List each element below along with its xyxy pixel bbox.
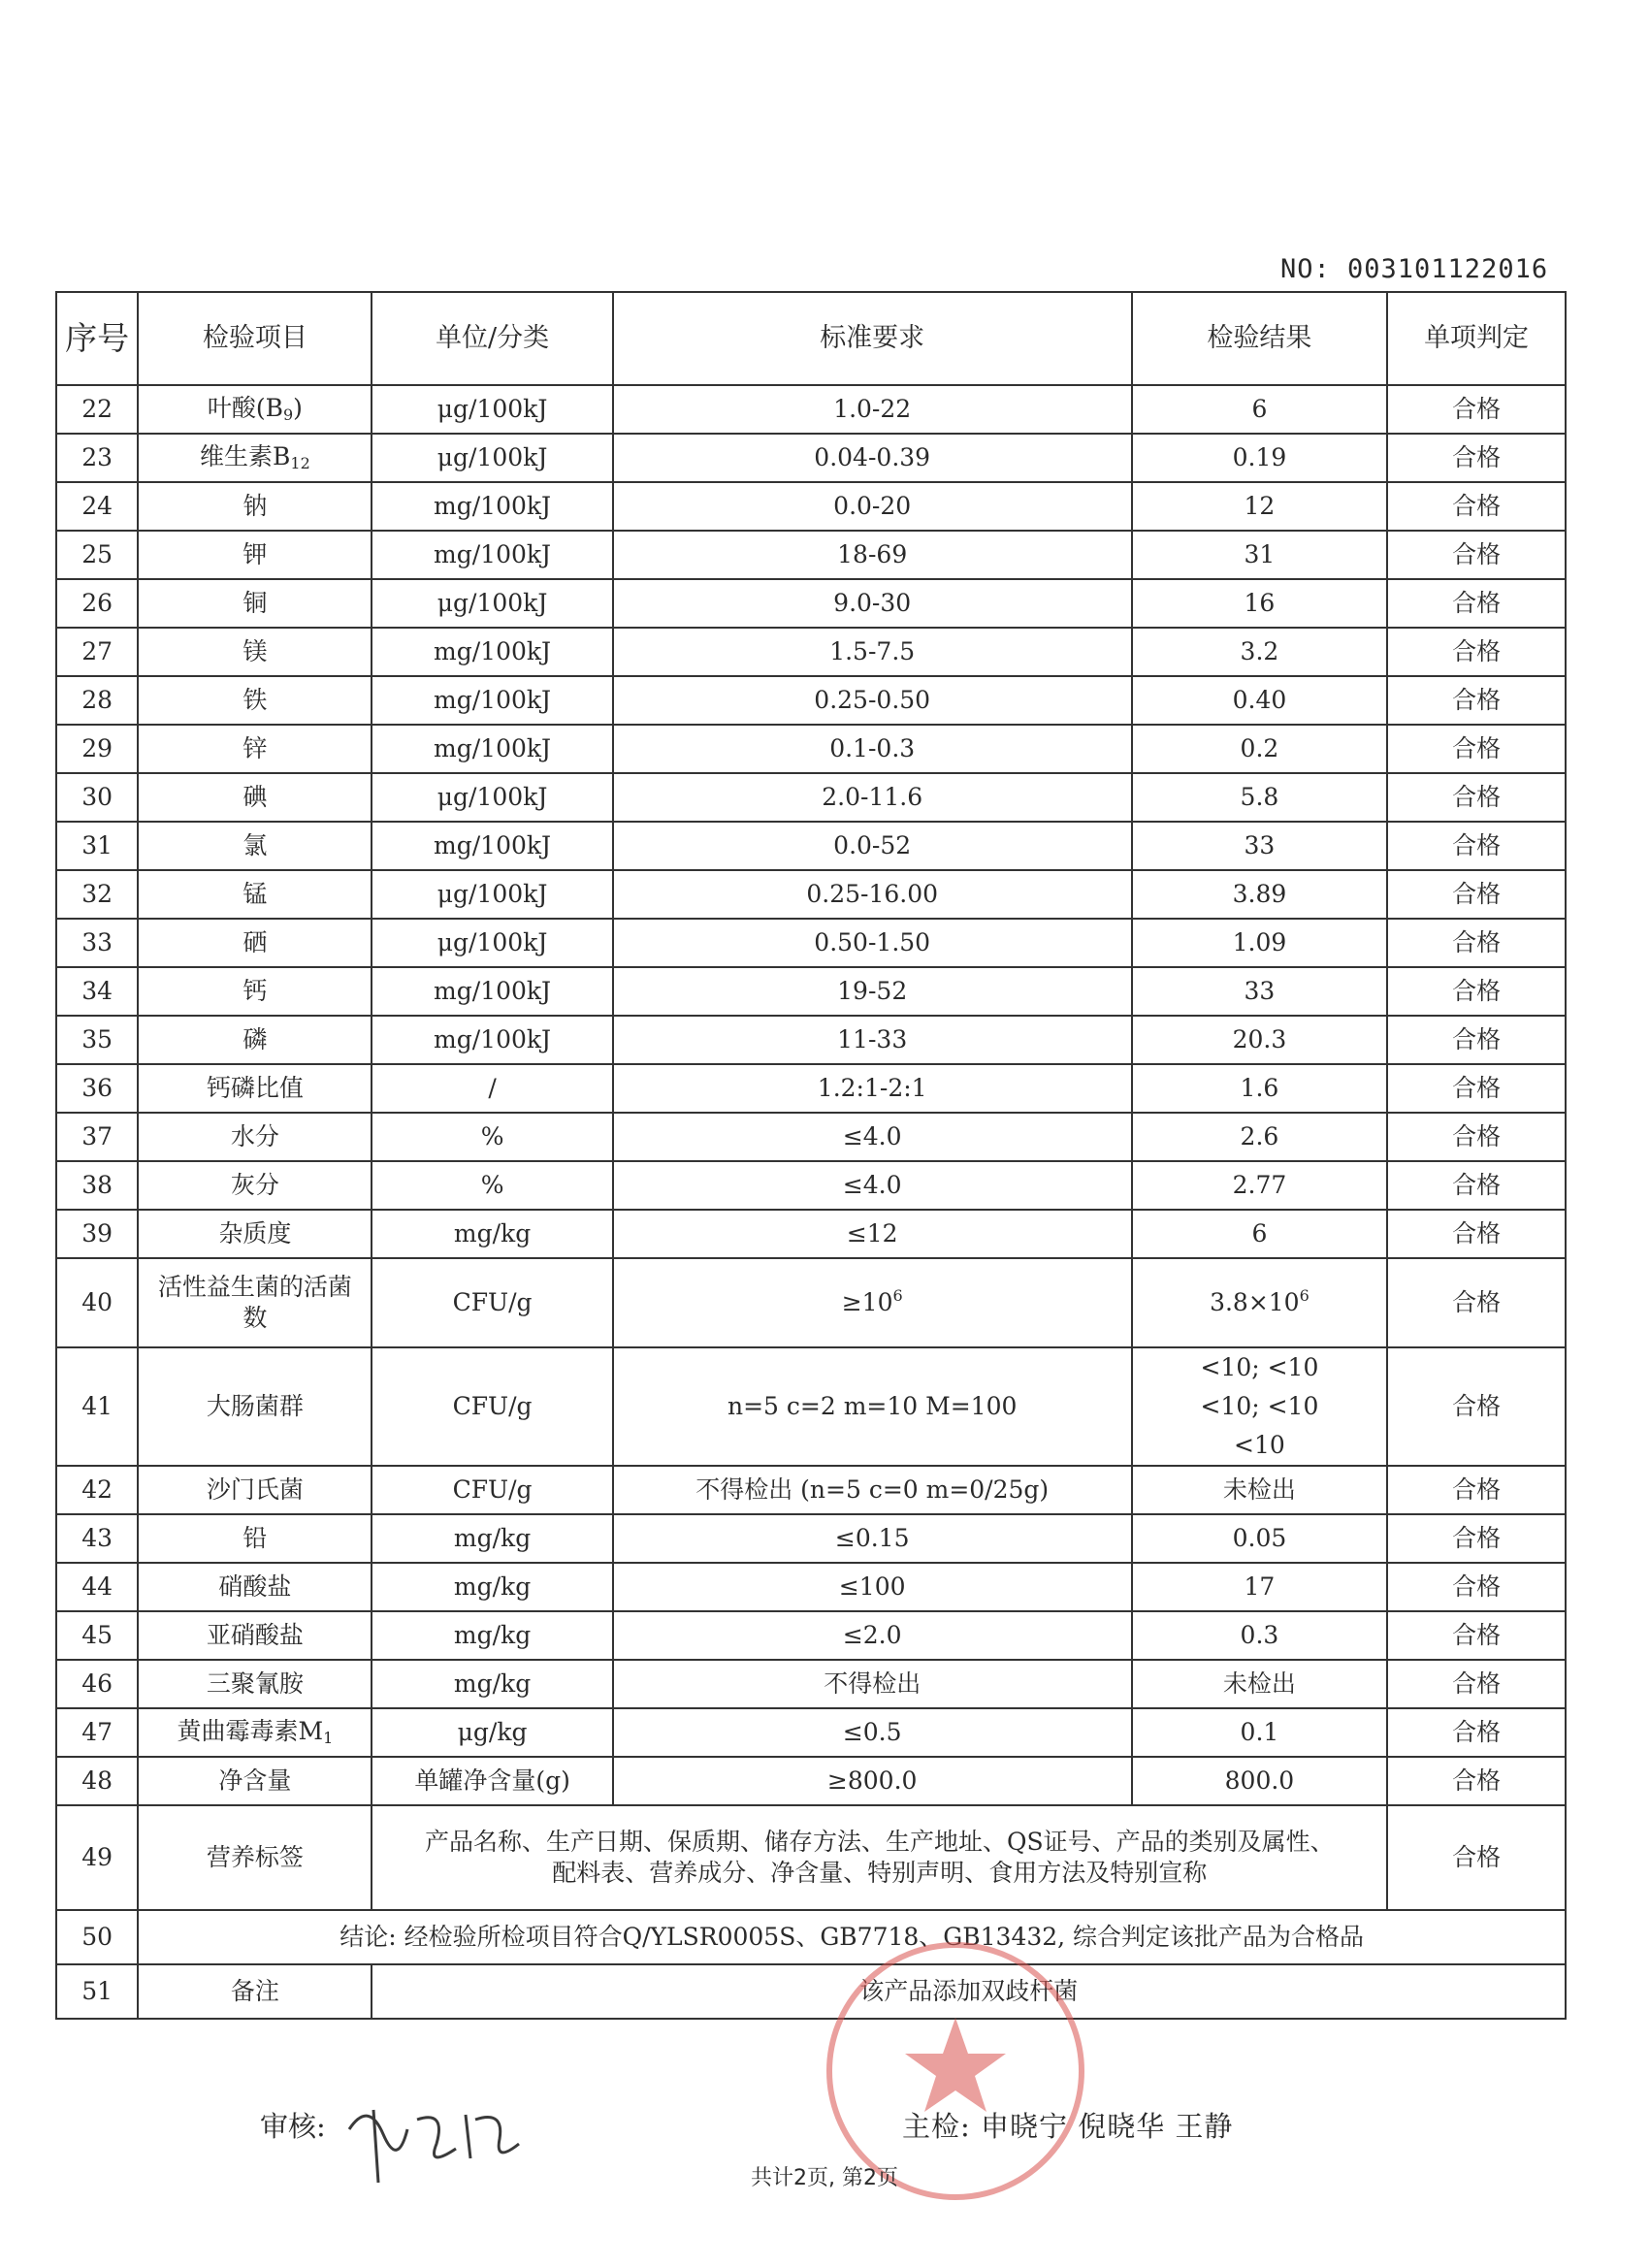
cell-unit: mg/100kJ [372,676,612,725]
cell-verdict: 合格 [1387,1660,1566,1708]
label-line: 配料表、营养成分、净含量、特别声明、食用方法及特别宣称 [552,1859,1208,1887]
cell-no: 25 [56,531,138,579]
cell-result: 0.19 [1132,434,1387,482]
cell-no: 29 [56,725,138,773]
cell-verdict: 合格 [1387,1258,1566,1347]
cell-no: 48 [56,1757,138,1805]
table-row [56,531,1566,579]
cell-verdict: 合格 [1387,870,1566,919]
table-row [56,1514,1566,1563]
cell-verdict: 合格 [1387,1466,1566,1514]
cell-verdict: 合格 [1387,482,1566,531]
cell-unit: % [372,1113,612,1161]
cell-unit: mg/100kJ [372,482,612,531]
cell-result: 12 [1132,482,1387,531]
cell-result: 5.8 [1132,773,1387,822]
cell-standard: ≤0.15 [613,1514,1132,1563]
page-indicator: 共计2页, 第2页 [751,2166,898,2190]
table-row [56,1064,1566,1113]
cell-verdict: 合格 [1387,822,1566,870]
cell-result: 3.2 [1132,628,1387,676]
cell-no: 35 [56,1016,138,1064]
cell-unit: mg/100kJ [372,822,612,870]
table-row [56,1466,1566,1514]
item-text: 叶酸(B [207,394,283,423]
cell-result [1132,1258,1387,1347]
cell-item: 锰 [138,870,372,919]
cell-no: 51 [56,1964,138,2019]
cell-unit: μg/100kJ [372,870,612,919]
cell-standard: 不得检出 [613,1660,1132,1708]
table-row [56,579,1566,628]
cell-unit: 单罐净含量(g) [372,1757,612,1805]
cell-standard: ≤2.0 [613,1611,1132,1660]
table-row [56,1660,1566,1708]
cell-standard: 18-69 [613,531,1132,579]
table-row [56,773,1566,822]
table-row [56,870,1566,919]
cell-no: 33 [56,919,138,967]
reviewer-label: 审核: [260,2110,326,2143]
cell-unit: mg/100kJ [372,967,612,1016]
table-row [56,1347,1566,1466]
cell-result: 20.3 [1132,1016,1387,1064]
item-subscript: 1 [323,1729,334,1748]
cell-verdict: 合格 [1387,531,1566,579]
cell-item: 硒 [138,919,372,967]
cell-no: 37 [56,1113,138,1161]
report-number: NO: 003101122016 [1280,254,1549,284]
cell-no: 44 [56,1563,138,1611]
header-verdict: 单项判定 [1387,292,1566,385]
cell-verdict: 合格 [1387,579,1566,628]
cell-no: 23 [56,434,138,482]
header-result: 检验结果 [1132,292,1387,385]
cell-item: 备注 [138,1964,372,2019]
cell-result: 未检出 [1132,1660,1387,1708]
table-row [56,628,1566,676]
cell-no: 36 [56,1064,138,1113]
cell-result: 0.3 [1132,1611,1387,1660]
cell-verdict: 合格 [1387,1611,1566,1660]
table-row [56,967,1566,1016]
cell-unit: μg/100kJ [372,434,612,482]
cell-no: 47 [56,1708,138,1757]
cell-standard: 不得检出 (n=5 c=0 m=0/25g) [613,1466,1132,1514]
cell-result: 800.0 [1132,1757,1387,1805]
table-row [56,1805,1566,1910]
cell-verdict: 合格 [1387,725,1566,773]
cell-item: 钙磷比值 [138,1064,372,1113]
cell-standard: 0.0-52 [613,822,1132,870]
cell-verdict: 合格 [1387,1016,1566,1064]
cell-result: 6 [1132,1210,1387,1258]
cell-unit: CFU/g [372,1466,612,1514]
item-text-after: ) [293,394,303,423]
result-line: <10; <10 [1200,1392,1319,1420]
conclusion-text: 结论: 经检验所检项目符合Q/YLSR0005S、GB7718、GB13432, 综合判定该批产品为合格品 [138,1910,1566,1964]
cell-verdict: 合格 [1387,1757,1566,1805]
item-text: 黄曲霉毒素M [177,1717,324,1746]
cell-item: 氯 [138,822,372,870]
cell-unit: mg/kg [372,1210,612,1258]
cell-item: 杂质度 [138,1210,372,1258]
cell-result: 0.05 [1132,1514,1387,1563]
table-row [56,1757,1566,1805]
cell-standard: 11-33 [613,1016,1132,1064]
table-row [56,725,1566,773]
cell-standard [613,1258,1132,1347]
standard-superscript: 6 [892,1286,903,1306]
cell-unit: mg/100kJ [372,1016,612,1064]
cell-no: 40 [56,1258,138,1347]
cell-no: 39 [56,1210,138,1258]
cell-standard: ≤12 [613,1210,1132,1258]
cell-no: 41 [56,1347,138,1466]
cell-item [138,1708,372,1757]
result-superscript: 6 [1299,1286,1310,1306]
cell-item: 三聚氰胺 [138,1660,372,1708]
header-no: 序号 [56,292,138,385]
cell-verdict: 合格 [1387,1210,1566,1258]
cell-no: 27 [56,628,138,676]
cell-result: 33 [1132,822,1387,870]
label-line: 产品名称、生产日期、保质期、储存方法、生产地址、QS证号、产品的类别及属性、 [424,1827,1335,1856]
table-row [56,1708,1566,1757]
table-row [56,385,1566,434]
cell-no: 50 [56,1910,138,1964]
cell-unit: CFU/g [372,1258,612,1347]
cell-standard: ≤100 [613,1563,1132,1611]
cell-item [138,434,372,482]
cell-item: 钾 [138,531,372,579]
cell-result: 0.40 [1132,676,1387,725]
cell-standard: 0.25-0.50 [613,676,1132,725]
table-row [56,1016,1566,1064]
inspectors-line: 主检: 申晓宁 倪晓华 王静 [902,2110,1234,2143]
cell-result: 3.89 [1132,870,1387,919]
cell-verdict: 合格 [1387,1064,1566,1113]
cell-standard: ≤0.5 [613,1708,1132,1757]
result-text: 3.8×10 [1210,1288,1300,1317]
cell-no: 32 [56,870,138,919]
cell-no: 22 [56,385,138,434]
rows-24-39 [56,482,1566,1258]
cell-result: 1.09 [1132,919,1387,967]
cell-standard: 0.25-16.00 [613,870,1132,919]
table-row [56,919,1566,967]
cell-standard: 1.5-7.5 [613,628,1132,676]
table-row [56,1611,1566,1660]
cell-item [138,1258,372,1347]
header-standard: 标准要求 [613,292,1132,385]
cell-unit: CFU/g [372,1347,612,1466]
cell-item: 钙 [138,967,372,1016]
cell-item: 磷 [138,1016,372,1064]
result-line: <10; <10 [1200,1353,1319,1381]
item-line: 数 [242,1304,268,1332]
cell-standard: 0.0-20 [613,482,1132,531]
remarks-text: 该产品添加双歧杆菌 [372,1964,1566,2019]
cell-result: 16 [1132,579,1387,628]
table-row [56,1113,1566,1161]
header-item: 检验项目 [138,292,372,385]
cell-item: 大肠菌群 [138,1347,372,1466]
cell-item: 铅 [138,1514,372,1563]
cell-verdict: 合格 [1387,773,1566,822]
cell-result: 0.2 [1132,725,1387,773]
table-row [56,1161,1566,1210]
result-line: <10 [1234,1431,1285,1459]
cell-item: 灰分 [138,1161,372,1210]
cell-item: 营养标签 [138,1805,372,1910]
cell-standard: 1.0-22 [613,385,1132,434]
cell-no: 31 [56,822,138,870]
cell-no: 42 [56,1466,138,1514]
cell-unit: mg/100kJ [372,725,612,773]
item-line: 活性益生菌的活菌 [157,1272,352,1301]
cell-item: 亚硝酸盐 [138,1611,372,1660]
cell-standard: 2.0-11.6 [613,773,1132,822]
cell-standard: ≤4.0 [613,1161,1132,1210]
cell-item: 净含量 [138,1757,372,1805]
cell-unit: μg/100kJ [372,919,612,967]
cell-unit: μg/kg [372,1708,612,1757]
table-row [56,1210,1566,1258]
cell-result: 1.6 [1132,1064,1387,1113]
cell-standard: ≥800.0 [613,1757,1132,1805]
cell-result: 2.77 [1132,1161,1387,1210]
cell-verdict: 合格 [1387,919,1566,967]
item-subscript: 9 [282,405,294,425]
inspection-table [55,291,1567,2020]
cell-no: 34 [56,967,138,1016]
cell-unit: mg/kg [372,1563,612,1611]
standard-text: ≥10 [841,1288,893,1317]
item-subscript: 12 [290,454,310,473]
cell-standard: 0.1-0.3 [613,725,1132,773]
cell-no: 30 [56,773,138,822]
cell-result: 6 [1132,385,1387,434]
cell-unit: μg/100kJ [372,385,612,434]
cell-standard: n=5 c=2 m=10 M=100 [613,1347,1132,1466]
header-unit: 单位/分类 [372,292,612,385]
cell-result: 2.6 [1132,1113,1387,1161]
cell-item: 碘 [138,773,372,822]
cell-no: 46 [56,1660,138,1708]
table-row [56,482,1566,531]
cell-unit: mg/100kJ [372,531,612,579]
cell-no: 43 [56,1514,138,1563]
cell-result: 17 [1132,1563,1387,1611]
cell-standard: 19-52 [613,967,1132,1016]
cell-verdict: 合格 [1387,967,1566,1016]
cell-result: 33 [1132,967,1387,1016]
item-text: 维生素B [200,442,291,471]
cell-standard: 0.50-1.50 [613,919,1132,967]
cell-unit: / [372,1064,612,1113]
cell-label-requirements [372,1805,1387,1910]
cell-no: 28 [56,676,138,725]
cell-item: 锌 [138,725,372,773]
cell-no: 24 [56,482,138,531]
cell-result [1132,1347,1387,1466]
cell-item: 镁 [138,628,372,676]
cell-item: 铜 [138,579,372,628]
cell-standard: 9.0-30 [613,579,1132,628]
table-row [56,434,1566,482]
table-header-row [56,292,1566,385]
cell-verdict: 合格 [1387,1514,1566,1563]
cell-verdict: 合格 [1387,1113,1566,1161]
cell-unit: mg/100kJ [372,628,612,676]
table-row [56,1563,1566,1611]
cell-verdict: 合格 [1387,1563,1566,1611]
cell-item: 沙门氏菌 [138,1466,372,1514]
cell-item: 铁 [138,676,372,725]
cell-verdict: 合格 [1387,1347,1566,1466]
cell-unit: mg/kg [372,1611,612,1660]
cell-standard: ≤4.0 [613,1113,1132,1161]
table-row [56,1258,1566,1347]
cell-no: 38 [56,1161,138,1210]
cell-verdict: 合格 [1387,385,1566,434]
cell-verdict: 合格 [1387,1805,1566,1910]
cell-standard: 0.04-0.39 [613,434,1132,482]
rows-42-46 [56,1466,1566,1708]
cell-unit: μg/100kJ [372,579,612,628]
cell-verdict: 合格 [1387,1161,1566,1210]
cell-unit: mg/kg [372,1514,612,1563]
cell-unit: μg/100kJ [372,773,612,822]
cell-no: 45 [56,1611,138,1660]
cell-item: 水分 [138,1113,372,1161]
cell-no: 26 [56,579,138,628]
table-row [56,822,1566,870]
cell-verdict: 合格 [1387,434,1566,482]
cell-item: 钠 [138,482,372,531]
cell-standard: 1.2:1-2:1 [613,1064,1132,1113]
cell-verdict: 合格 [1387,628,1566,676]
cell-no: 49 [56,1805,138,1910]
table-row [56,676,1566,725]
cell-verdict: 合格 [1387,1708,1566,1757]
cell-result: 31 [1132,531,1387,579]
cell-unit: % [372,1161,612,1210]
cell-result: 0.1 [1132,1708,1387,1757]
cell-item [138,385,372,434]
cell-verdict: 合格 [1387,676,1566,725]
cell-result: 未检出 [1132,1466,1387,1514]
cell-unit: mg/kg [372,1660,612,1708]
cell-item: 硝酸盐 [138,1563,372,1611]
